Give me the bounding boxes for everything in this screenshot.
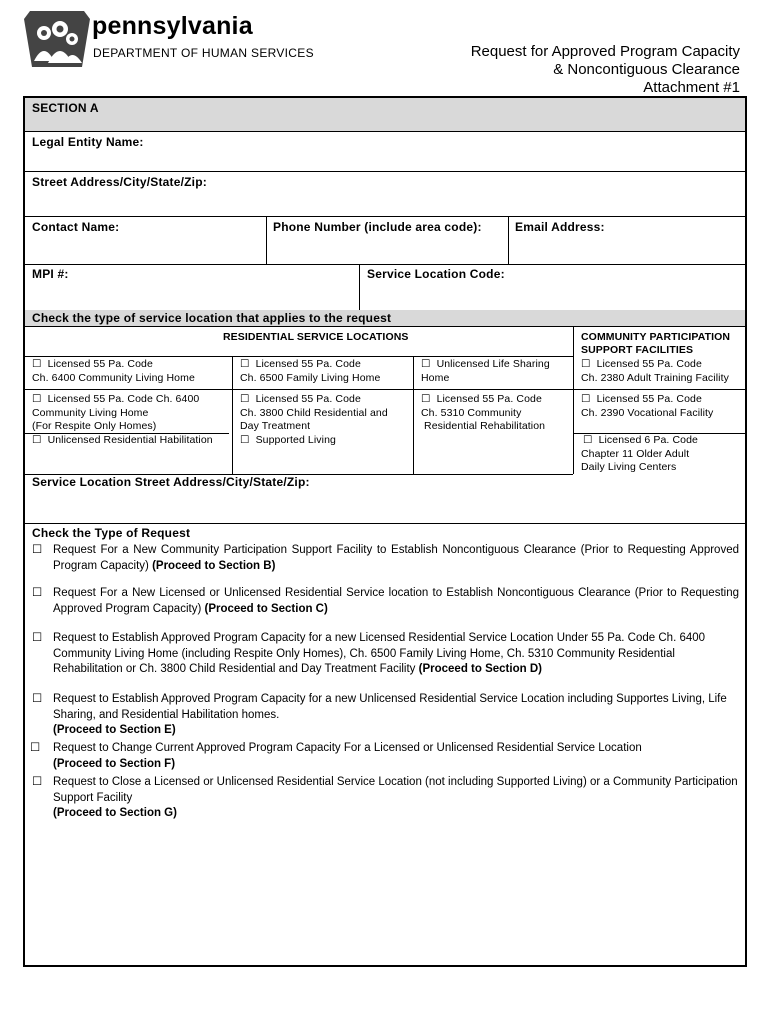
contact-row[interactable] [25,264,745,265]
section-a-form [23,96,747,967]
residential-header: RESIDENTIAL SERVICE LOCATIONS [223,331,409,343]
checkbox-icon: ☐ [32,693,43,705]
legal-entity-label: Legal Entity Name: [32,135,144,149]
section-a-heading-bar [25,98,745,131]
location-option-residential-habilitation[interactable]: ☐ Unlicensed Residential Habilitation [32,434,213,446]
mpi-label: MPI #: [32,267,69,281]
location-option-6400-respite[interactable]: ☐ Licensed 55 Pa. Code Ch. 6400 Community Living Home (For Respite Only Homes) [32,393,200,432]
checkbox-icon: ☐ [240,434,250,446]
street-address-label: Street Address/City/State/Zip: [32,175,207,189]
checkbox-icon: ☐ [421,358,431,370]
request-option-section-g[interactable]: ☐ Request to Close a Licensed or Unlicensed Residential Service Location (not including Supported Living) or a Community Participation Support Facility (Proceed to Section G) [32,776,738,819]
checkbox-icon: ☐ [32,358,42,370]
checkbox-icon: ☐ [240,358,250,370]
street-address-field[interactable] [25,216,745,217]
request-option-section-b[interactable]: ☐ Request For a New Community Participation Support Facility to Establish Noncontiguous Clearance (Prior to Requesting Approved Program Capacity) (Proceed to Section B) [32,544,739,572]
checkbox-icon: ☐ [240,393,250,405]
check-location-type-heading: Check the type of service location that applies to the request [32,311,392,325]
request-option-section-c[interactable]: ☐ Request For a New Licensed or Unlicensed Residential Service location to Establish Noncontiguous Clearance (Prior to Requesting Approved Program Capacity) (Proceed to Section C) [32,587,739,615]
checkbox-icon: ☐ [421,393,431,405]
title-line-3: Attachment #1 [643,79,740,96]
brand-department: DEPARTMENT OF HUMAN SERVICES [93,46,314,60]
request-option-section-e[interactable]: ☐ Request to Establish Approved Program Capacity for a new Unlicensed Residential Service Location including Supportes Living, Life Sharing, and Residential Habilitation homes. (Proceed to Section E) [32,693,727,736]
phone-label: Phone Number (include area code): [273,220,482,234]
email-label: Email Address: [515,220,605,234]
location-option-6500[interactable]: ☐ Licensed 55 Pa. Code Ch. 6500 Family Living Home [240,358,381,384]
service-location-address-field[interactable] [25,523,745,524]
checkbox-icon: ☐ [32,393,42,405]
contact-name-label: Contact Name: [32,220,120,234]
location-option-6400[interactable]: ☐ Licensed 55 Pa. Code Ch. 6400 Community Living Home [32,358,195,384]
location-option-life-sharing[interactable]: ☐ Unlicensed Life Sharing Home [421,358,550,384]
checkbox-icon: ☐ [32,544,43,556]
request-type-heading: Check the Type of Request [32,526,191,540]
section-a-heading: SECTION A [32,101,99,115]
checkbox-icon: ☐ [581,358,591,370]
title-line-2: & Noncontiguous Clearance [553,61,740,78]
checkbox-icon: ☐ [32,434,42,446]
legal-entity-field[interactable] [25,171,745,172]
checkbox-icon: ☐ [32,776,43,788]
pa-keystone-logo [22,9,92,71]
request-option-section-f[interactable]: ☐ Request to Change Current Approved Program Capacity For a Licensed or Unlicensed Residential Service Location (Proceed to Section F) [30,742,642,770]
checkbox-icon: ☐ [583,434,593,446]
request-option-section-d[interactable]: ☐ Request to Establish Approved Program Capacity for a new Licensed Residential Service Location Under 55 Pa. Code Ch. 6400 Community Living Home (including Respite Only Homes), Ch. 6500 Family Living Home, Ch. 5310 Community Residential Rehabilitation or Ch. 3800 Child Residential and Day Treatment Facility (Proceed to Section D) [32,632,706,675]
location-option-older-adult[interactable]: ☐ Licensed 6 Pa. Code Chapter 11 Older Adult Daily Living Centers [581,434,698,473]
checkbox-icon: ☐ [581,393,591,405]
title-line-1: Request for Approved Program Capacity [470,43,740,60]
location-option-2380[interactable]: ☐ Licensed 55 Pa. Code Ch. 2380 Adult Training Facility [581,358,729,384]
checkbox-icon: ☐ [30,742,41,754]
location-option-5310[interactable]: ☐ Licensed 55 Pa. Code Ch. 5310 Community Residential Rehabilitation [421,393,546,432]
community-header-line-2: SUPPORT FACILITIES [581,344,694,356]
community-header-line-1: COMMUNITY PARTICIPATION [581,331,731,343]
brand-name: pennsylvania [92,12,253,40]
service-location-address-label: Service Location Street Address/City/State/Zip: [32,475,310,489]
checkbox-icon: ☐ [32,632,43,644]
checkbox-icon: ☐ [32,587,43,599]
location-option-2390[interactable]: ☐ Licensed 55 Pa. Code Ch. 2390 Vocational Facility [581,393,714,419]
location-option-supported-living[interactable]: ☐ Supported Living [240,434,336,446]
location-option-3800[interactable]: ☐ Licensed 55 Pa. Code Ch. 3800 Child Residential and Day Treatment [240,393,388,432]
document-title [471,43,740,97]
service-location-code-label: Service Location Code: [367,267,505,281]
